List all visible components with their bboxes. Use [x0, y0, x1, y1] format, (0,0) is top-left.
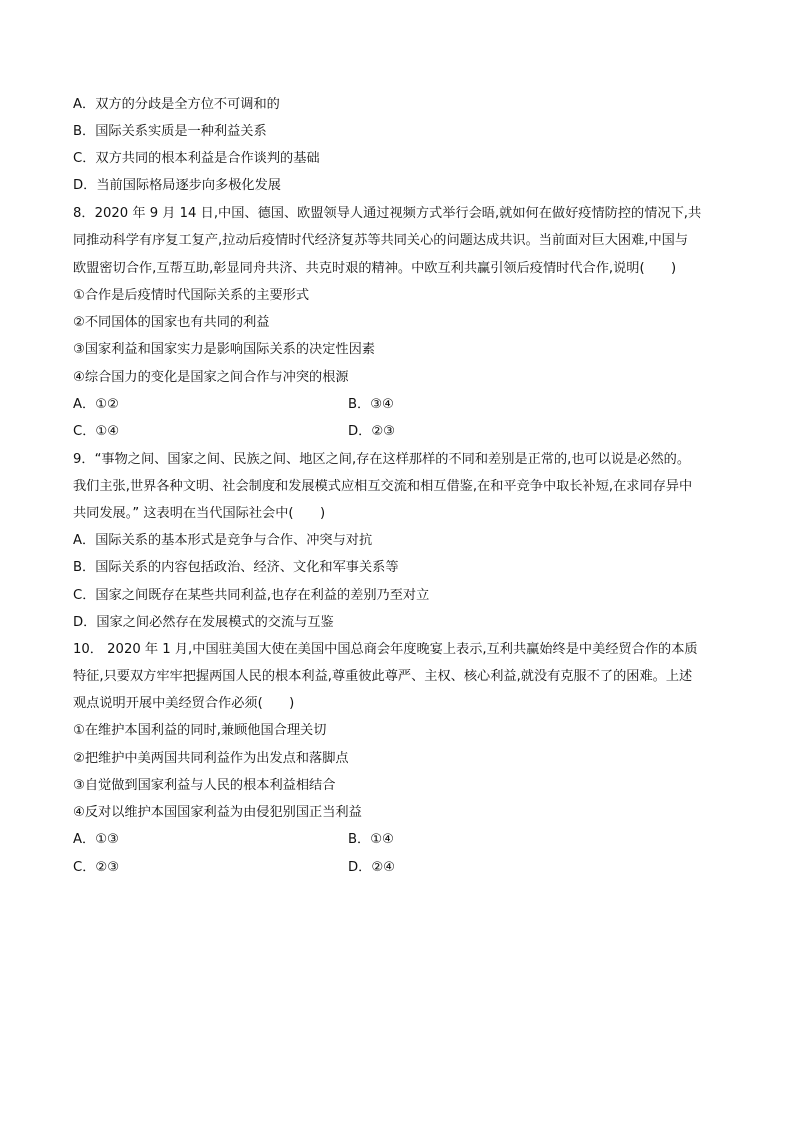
- q9-stem-line-2: 我们主张,世界各种文明、社会制度和发展模式应相互交流和相互借鉴,在和平竞争中取长补短,在求同存异中: [73, 479, 693, 494]
- q10-stem-line-2: 特征,只要双方牢牢把握两国人民的根本利益,尊重彼此尊严、主权、核心利益,就没有克服不了的困难。上述: [73, 669, 693, 684]
- q9-option-c: C．国家之间既存在某些共同利益,也存在利益的差别乃至对立: [73, 588, 430, 603]
- q10-choice-b: B．①④: [348, 832, 394, 847]
- q7-option-a: A．双方的分歧是全方位不可调和的: [73, 97, 280, 112]
- q10-statement-3: ③自觉做到国家利益与人民的根本利益相结合: [73, 778, 336, 793]
- q8-choice-c: C．①④: [73, 424, 120, 439]
- q8-statement-3: ③国家利益和国家实力是影响国际关系的决定性因素: [73, 342, 375, 357]
- q9-stem-line-1: 9．“事物之间、国家之间、民族之间、地区之间,存在这样那样的不同和差别是正常的,也可以说是必然的。: [73, 452, 691, 467]
- q9-option-b: B．国际关系的内容包括政治、经济、文化和军事关系等: [73, 560, 399, 575]
- q10-choice-a: A．①③: [73, 832, 119, 847]
- q8-choice-d: D．②③: [348, 424, 395, 439]
- q8-choice-a: A．①②: [73, 397, 119, 412]
- q9-stem-line-3: 共同发展。” 这表明在当代国际社会中( ): [73, 506, 326, 521]
- q9-option-a: A．国际关系的基本形式是竞争与合作、冲突与对抗: [73, 533, 373, 548]
- q8-stem-line-1: 8．2020 年 9 月 14 日,中国、德国、欧盟领导人通过视频方式举行会晤,就如何在做好疫情防控的情况下,共: [73, 206, 702, 221]
- q10-statement-4: ④反对以维护本国国家利益为由侵犯别国正当利益: [73, 805, 362, 820]
- q8-choice-b: B．③④: [348, 397, 394, 412]
- q7-option-d: D．当前国际格局逐步向多极化发展: [73, 178, 281, 193]
- q10-choice-c: C．②③: [73, 860, 120, 875]
- q10-statement-2: ②把维护中美两国共同利益作为出发点和落脚点: [73, 751, 349, 766]
- q8-stem-line-2: 同推动科学有序复工复产,拉动后疫情时代经济复苏等共同关心的问题达成共识。当前面对巨大困难,中国与: [73, 233, 689, 248]
- q7-option-c: C．双方共同的根本利益是合作谈判的基础: [73, 151, 320, 166]
- q8-statement-2: ②不同国体的国家也有共同的利益: [73, 315, 270, 330]
- q10-choice-d: D．②④: [348, 860, 395, 875]
- q9-option-d: D．国家之间必然存在发展模式的交流与互鉴: [73, 615, 334, 630]
- q8-statement-4: ④综合国力的变化是国家之间合作与冲突的根源: [73, 370, 349, 385]
- q7-option-b: B．国际关系实质是一种利益关系: [73, 124, 267, 139]
- q10-stem-line-1: 10． 2020 年 1 月,中国驻美国大使在美国中国总商会年度晚宴上表示,互利共赢始终是中美经贸合作的本质: [73, 642, 698, 657]
- q8-stem-line-3: 欧盟密切合作,互帮互助,彰显同舟共济、共克时艰的精神。中欧互利共赢引领后疫情时代合作,说明( ): [73, 261, 677, 276]
- q8-statement-1: ①合作是后疫情时代国际关系的主要形式: [73, 288, 310, 303]
- q10-stem-line-3: 观点说明开展中美经贸合作必须( ): [73, 696, 295, 711]
- q10-statement-1: ①在维护本国利益的同时,兼顾他国合理关切: [73, 723, 327, 738]
